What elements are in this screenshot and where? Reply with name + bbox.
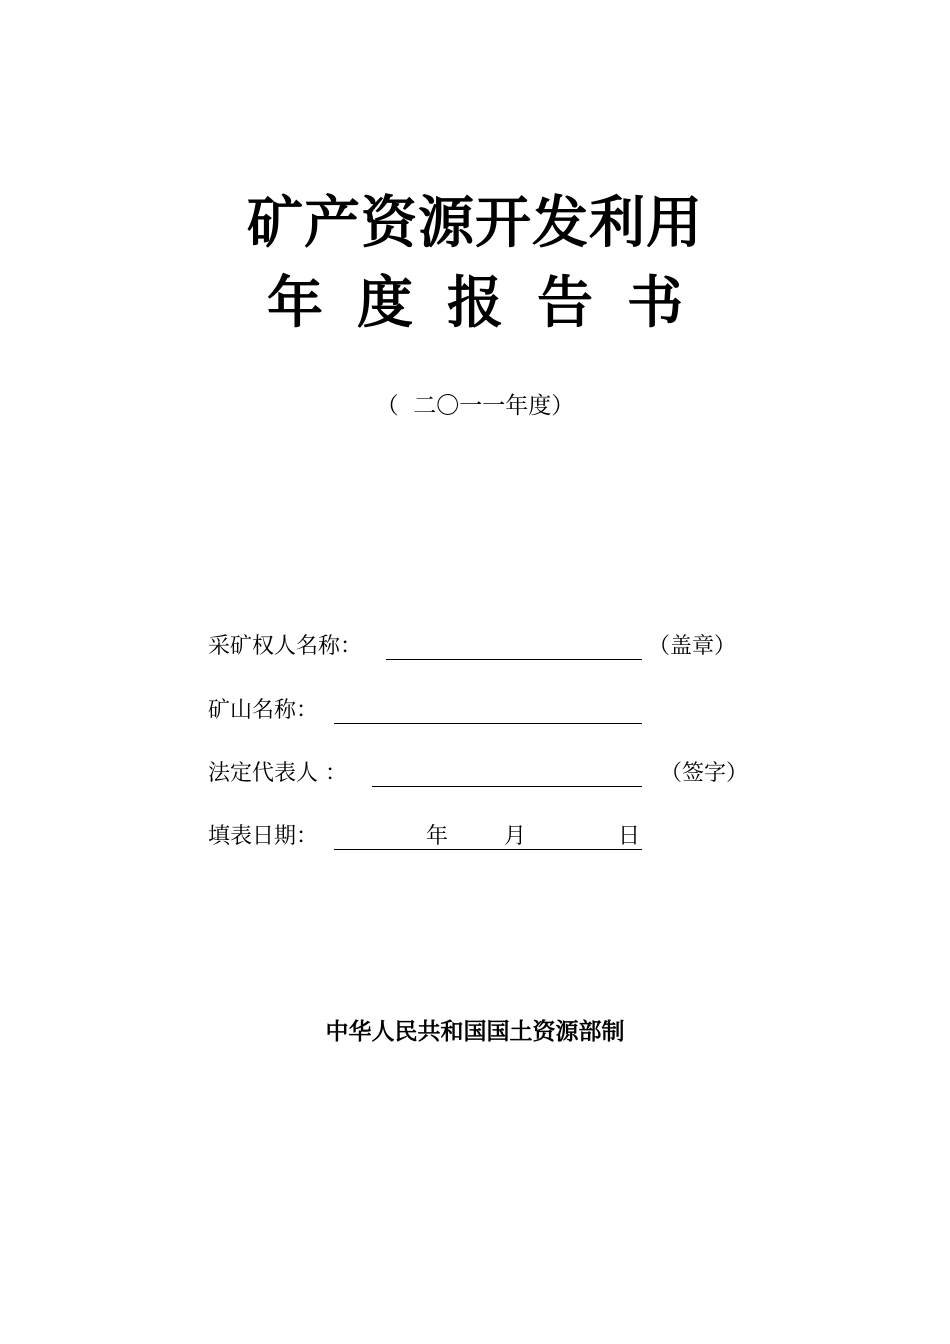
legal-rep-label: 法定代表人 ： — [208, 761, 347, 786]
fill-date-label: 填表日期： — [208, 824, 319, 849]
signature-note: （签字） — [660, 761, 749, 786]
report-year-label: （ 二〇一一年度） — [375, 393, 575, 419]
date-day-unit: 日 — [618, 824, 641, 849]
issuer-footer: 中华人民共和国国土资源部制 — [325, 1019, 625, 1045]
date-year-unit: 年 — [426, 824, 449, 849]
mine-name-field[interactable] — [334, 696, 642, 724]
cover-title-line1: 矿产资源开发利用 — [247, 191, 703, 256]
fill-date-field[interactable] — [334, 822, 642, 850]
miner-name-label: 采矿权人名称： — [208, 634, 363, 659]
legal-rep-field[interactable] — [372, 759, 642, 787]
seal-note: （盖章） — [648, 634, 737, 659]
date-month-unit: 月 — [504, 824, 527, 849]
mine-name-label: 矿山名称： — [208, 698, 319, 723]
cover-title-line2: 年度报告书 — [267, 271, 717, 336]
miner-name-field[interactable] — [386, 632, 642, 660]
